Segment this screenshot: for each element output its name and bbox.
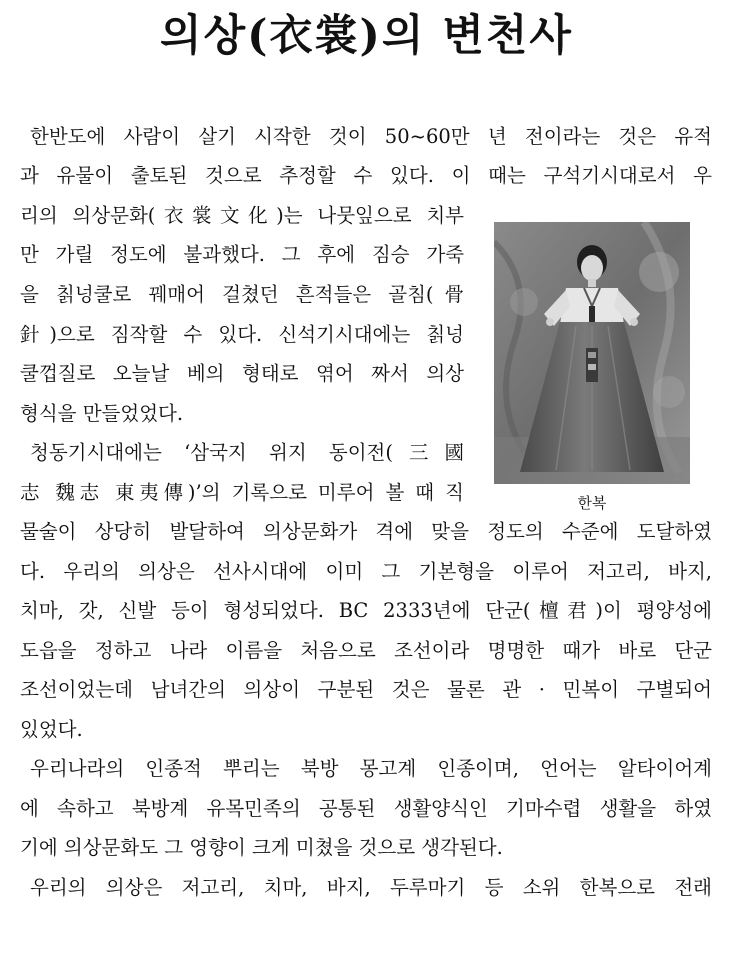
hanbok-photo <box>494 222 690 484</box>
body-line: 針)으로 짐작할 수 있다. 신석기시대에는 칡넝 <box>20 323 464 346</box>
document-title: 의상(衣裳)의 변천사 <box>160 11 573 61</box>
body-line: 물술이 상당히 발달하여 의상문화가 격에 맞을 정도의 수준에 도달하였 <box>20 520 712 543</box>
body-line: 도읍을 정하고 나라 이름을 처음으로 조선이라 명명한 때가 바로 단군 <box>20 639 712 662</box>
body-line: 있었다. <box>20 718 83 741</box>
body-line: 조선이었는데 남녀간의 의상이 구분된 것은 물론 관 · 민복이 구별되어 <box>20 678 712 701</box>
body-line: 기에 의상문화도 그 영향이 크게 미쳤을 것으로 생각된다. <box>20 836 503 859</box>
body-line: 에 속하고 북방계 유목민족의 공통된 생활양식인 기마수렵 생활을 하였 <box>20 797 712 820</box>
photo-caption: 한복 <box>577 494 607 512</box>
body-line: 다. 우리의 의상은 선사시대에 이미 그 기본형을 이루어 저고리, 바지, <box>20 560 712 583</box>
body-line: 과 유물이 출토된 것으로 추정할 수 있다. 이 때는 구석기시대로서 우 <box>20 164 712 187</box>
body-line: 치마, 갓, 신발 등이 형성되었다. BC 2333년에 단군(檀君)이 평양성에 <box>20 599 712 622</box>
body-line: 우리나라의 인종적 뿌리는 북방 몽고계 인종이며, 언어는 알타이어계 <box>30 757 712 780</box>
body-line: 리의 의상문화(衣裳文化)는 나뭇잎으로 치부 <box>20 204 464 227</box>
body-line: 형식을 만들었었다. <box>20 402 184 425</box>
body-line: 을 칡넝쿨로 꿰매어 걸쳤던 흔적들은 골침(骨 <box>20 283 464 306</box>
body-line: 청동기시대에는 ‘삼국지 위지 동이전(三國 <box>30 441 464 464</box>
body-line: 우리의 의상은 저고리, 치마, 바지, 두루마기 등 소위 한복으로 전래 <box>30 876 712 899</box>
body-line: 志 魏志 東夷傳)’의 기록으로 미루어 볼 때 직 <box>20 481 464 504</box>
body-line: 만 가릴 정도에 불과했다. 그 후에 짐승 가죽 <box>20 243 464 266</box>
body-line: 한반도에 사람이 살기 시작한 것이 50~60만 년 전이라는 것은 유적 <box>30 125 712 148</box>
body-line: 쿨껍질로 오늘날 베의 형태로 엮어 짜서 의상 <box>20 362 464 385</box>
